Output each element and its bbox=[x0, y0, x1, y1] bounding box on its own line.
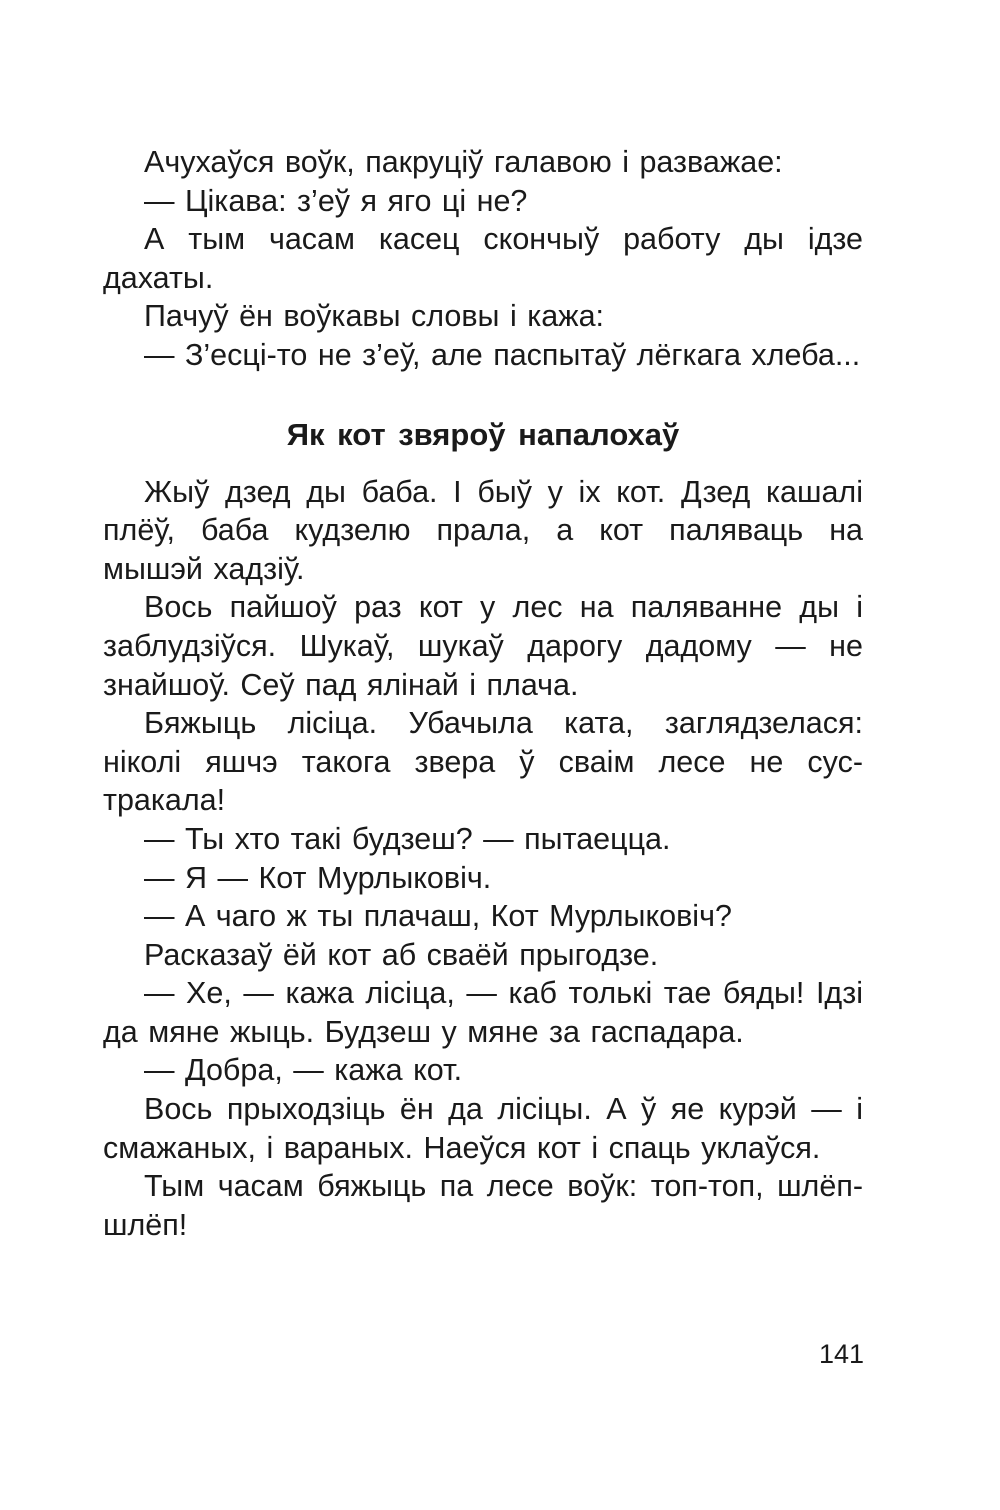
book-page bbox=[103, 143, 863, 1244]
paragraph: — З’есці-то не з’еў, але паспытаў лёгкага хлеба... bbox=[144, 337, 861, 372]
paragraph: Бяжыць лісіца. Убачыла ката, заглядзелася: ніколі яшчэ такога звера ў сваім лесе не сустракала! bbox=[103, 706, 863, 818]
paragraph: Жыў дзед ды баба. І быў у іх кот. Дзед кашалі плёў, баба кудзелю прала, а кот паляваць на мышэй хадзіў. bbox=[103, 474, 863, 586]
paragraph: А тым часам касец скончыў работу ды ідзе дахаты. bbox=[103, 222, 863, 295]
paragraph: Тым часам бяжыць па лесе воўк: топ-топ, шлёп-шлёп! bbox=[103, 1169, 863, 1242]
paragraph: Пачуў ён воўкавы словы і кажа: bbox=[144, 299, 605, 334]
paragraph: Вось пайшоў раз кот у лес на паляванне ды і заблудзіўся. Шукаў, шукаў дарогу дадому — не знайшоў. Сеў пад ялінай і плача. bbox=[103, 590, 863, 702]
paragraph: — А чаго ж ты плачаш, Кот Мурлыковіч? bbox=[144, 899, 732, 934]
paragraph: — Я — Кот Мурлыковіч. bbox=[144, 860, 492, 895]
paragraph: — Хе, — кажа лісіца, — каб толькі тае бяды! Ідзі да мяне жыць. Будзеш у мяне за гаспадара. bbox=[103, 976, 863, 1049]
paragraph: Ачухаўся воўк, пакруціў галавою і разважае: bbox=[144, 145, 783, 179]
paragraph: Расказаў ёй кот аб сваёй прыгодзе. bbox=[144, 937, 659, 972]
paragraph: — Цікава: з’еў я яго ці не? bbox=[144, 183, 528, 218]
section-title: Як кот звяроў напалохаў bbox=[286, 416, 680, 452]
page-number: 141 bbox=[818, 1339, 864, 1369]
paragraph: — Добра, — кажа кот. bbox=[144, 1053, 463, 1088]
paragraph: Вось прыходзіць ён да лісіцы. А ў яе курэй — і смажаных, і вараных. Наеўся кот і спаць уклаўся. bbox=[103, 1092, 863, 1165]
paragraph: — Ты хто такі будзеш? — пытаецца. bbox=[144, 821, 671, 856]
